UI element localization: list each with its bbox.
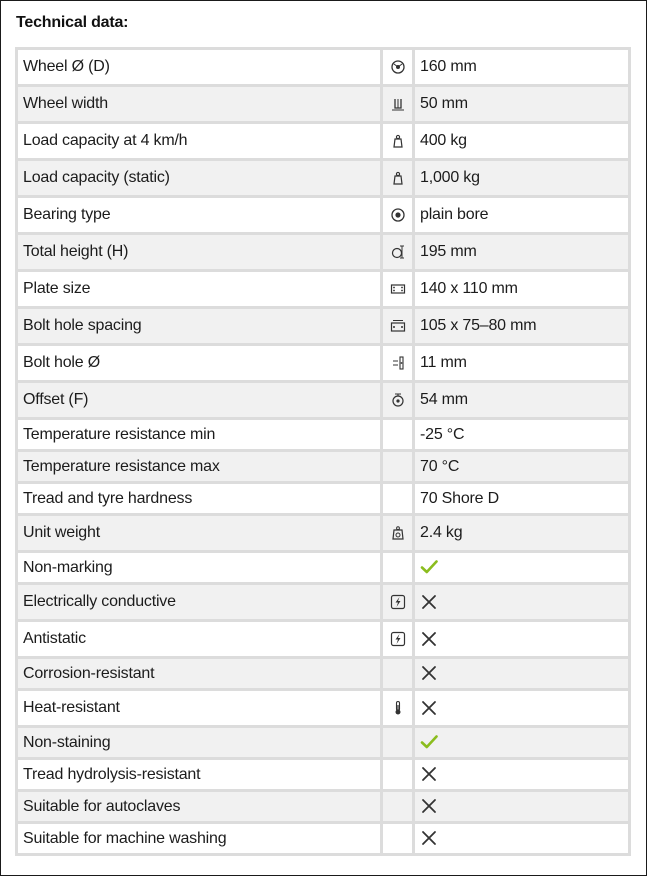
row-icon-cell bbox=[383, 420, 412, 449]
row-label: Unit weight bbox=[18, 516, 380, 550]
table-row bbox=[18, 272, 628, 306]
row-value: 1,000 kg bbox=[415, 161, 628, 195]
table-row bbox=[18, 659, 628, 688]
row-icon-cell bbox=[383, 309, 412, 343]
row-value: 195 mm bbox=[415, 235, 628, 269]
table-row bbox=[18, 516, 628, 550]
table-row bbox=[18, 50, 628, 84]
cross-icon bbox=[420, 797, 438, 815]
row-label: Temperature resistance min bbox=[18, 420, 380, 449]
row-value: 70 °C bbox=[415, 452, 628, 481]
cross-icon bbox=[420, 630, 438, 648]
row-label: Total height (H) bbox=[18, 235, 380, 269]
lightning-icon bbox=[390, 631, 406, 647]
row-label: Offset (F) bbox=[18, 383, 380, 417]
row-label: Non-staining bbox=[18, 728, 380, 757]
row-icon-cell bbox=[383, 691, 412, 725]
cross-icon bbox=[420, 829, 438, 847]
bearing-icon bbox=[390, 207, 406, 223]
row-status bbox=[415, 792, 628, 821]
bolt-spacing-icon bbox=[390, 318, 406, 334]
row-status bbox=[415, 760, 628, 789]
weight-icon bbox=[390, 170, 406, 186]
row-icon-cell bbox=[383, 585, 412, 619]
check-icon bbox=[420, 733, 438, 751]
row-icon-cell bbox=[383, 452, 412, 481]
table-row bbox=[18, 235, 628, 269]
cross-icon bbox=[420, 699, 438, 717]
row-value: 70 Shore D bbox=[415, 484, 628, 513]
plate-icon bbox=[390, 281, 406, 297]
table-row bbox=[18, 760, 628, 789]
table-row bbox=[18, 309, 628, 343]
row-label: Load capacity at 4 km/h bbox=[18, 124, 380, 158]
row-status bbox=[415, 691, 628, 725]
row-icon-cell bbox=[383, 516, 412, 550]
table-row bbox=[18, 124, 628, 158]
section-title: Technical data: bbox=[16, 14, 129, 31]
row-icon-cell bbox=[383, 272, 412, 306]
unit-weight-icon bbox=[390, 525, 406, 541]
row-icon-cell bbox=[383, 792, 412, 821]
lightning-icon bbox=[390, 594, 406, 610]
row-value: 105 x 75–80 mm bbox=[415, 309, 628, 343]
table-row bbox=[18, 484, 628, 513]
wheel-diameter-icon bbox=[390, 59, 406, 75]
row-label: Bearing type bbox=[18, 198, 380, 232]
row-icon-cell bbox=[383, 659, 412, 688]
table-row bbox=[18, 824, 628, 853]
height-icon bbox=[390, 244, 406, 260]
row-value: 160 mm bbox=[415, 50, 628, 84]
row-icon-cell bbox=[383, 50, 412, 84]
table-row bbox=[18, 161, 628, 195]
row-value: 54 mm bbox=[415, 383, 628, 417]
row-label: Antistatic bbox=[18, 622, 380, 656]
row-label: Load capacity (static) bbox=[18, 161, 380, 195]
table-row bbox=[18, 585, 628, 619]
row-status bbox=[415, 585, 628, 619]
row-value: -25 °C bbox=[415, 420, 628, 449]
check-icon bbox=[420, 558, 438, 576]
row-icon-cell bbox=[383, 622, 412, 656]
row-icon-cell bbox=[383, 124, 412, 158]
row-status bbox=[415, 728, 628, 757]
table-row bbox=[18, 553, 628, 582]
cross-icon bbox=[420, 664, 438, 682]
row-label: Suitable for autoclaves bbox=[18, 792, 380, 821]
row-label: Non-marking bbox=[18, 553, 380, 582]
row-label: Temperature resistance max bbox=[18, 452, 380, 481]
table-row bbox=[18, 198, 628, 232]
row-icon-cell bbox=[383, 161, 412, 195]
table-row bbox=[18, 691, 628, 725]
row-value: plain bore bbox=[415, 198, 628, 232]
table-row bbox=[18, 452, 628, 481]
row-label: Suitable for machine washing bbox=[18, 824, 380, 853]
cross-icon bbox=[420, 765, 438, 783]
table-row bbox=[18, 622, 628, 656]
row-icon-cell bbox=[383, 87, 412, 121]
bolt-hole-icon bbox=[390, 355, 406, 371]
table-row bbox=[18, 728, 628, 757]
row-label: Heat-resistant bbox=[18, 691, 380, 725]
table-row bbox=[18, 792, 628, 821]
row-status bbox=[415, 659, 628, 688]
table-row bbox=[18, 383, 628, 417]
row-icon-cell bbox=[383, 235, 412, 269]
offset-icon bbox=[390, 392, 406, 408]
row-label: Tread hydrolysis-resistant bbox=[18, 760, 380, 789]
row-icon-cell bbox=[383, 484, 412, 513]
table-row bbox=[18, 346, 628, 380]
row-icon-cell bbox=[383, 383, 412, 417]
row-icon-cell bbox=[383, 824, 412, 853]
row-status bbox=[415, 553, 628, 582]
thermometer-icon bbox=[390, 700, 406, 716]
row-icon-cell bbox=[383, 760, 412, 789]
row-icon-cell bbox=[383, 553, 412, 582]
technical-data-table bbox=[15, 47, 631, 856]
table-row bbox=[18, 87, 628, 121]
row-label: Electrically conductive bbox=[18, 585, 380, 619]
row-value: 11 mm bbox=[415, 346, 628, 380]
row-value: 50 mm bbox=[415, 87, 628, 121]
row-icon-cell bbox=[383, 198, 412, 232]
row-icon-cell bbox=[383, 346, 412, 380]
table-row bbox=[18, 420, 628, 449]
wheel-width-icon bbox=[390, 96, 406, 112]
row-label: Bolt hole Ø bbox=[18, 346, 380, 380]
weight-icon bbox=[390, 133, 406, 149]
row-status bbox=[415, 824, 628, 853]
cross-icon bbox=[420, 593, 438, 611]
row-value: 400 kg bbox=[415, 124, 628, 158]
row-label: Wheel width bbox=[18, 87, 380, 121]
row-label: Plate size bbox=[18, 272, 380, 306]
row-label: Bolt hole spacing bbox=[18, 309, 380, 343]
row-label: Corrosion-resistant bbox=[18, 659, 380, 688]
row-status bbox=[415, 622, 628, 656]
row-label: Tread and tyre hardness bbox=[18, 484, 380, 513]
row-label: Wheel Ø (D) bbox=[18, 50, 380, 84]
row-icon-cell bbox=[383, 728, 412, 757]
row-value: 140 x 110 mm bbox=[415, 272, 628, 306]
row-value: 2.4 kg bbox=[415, 516, 628, 550]
